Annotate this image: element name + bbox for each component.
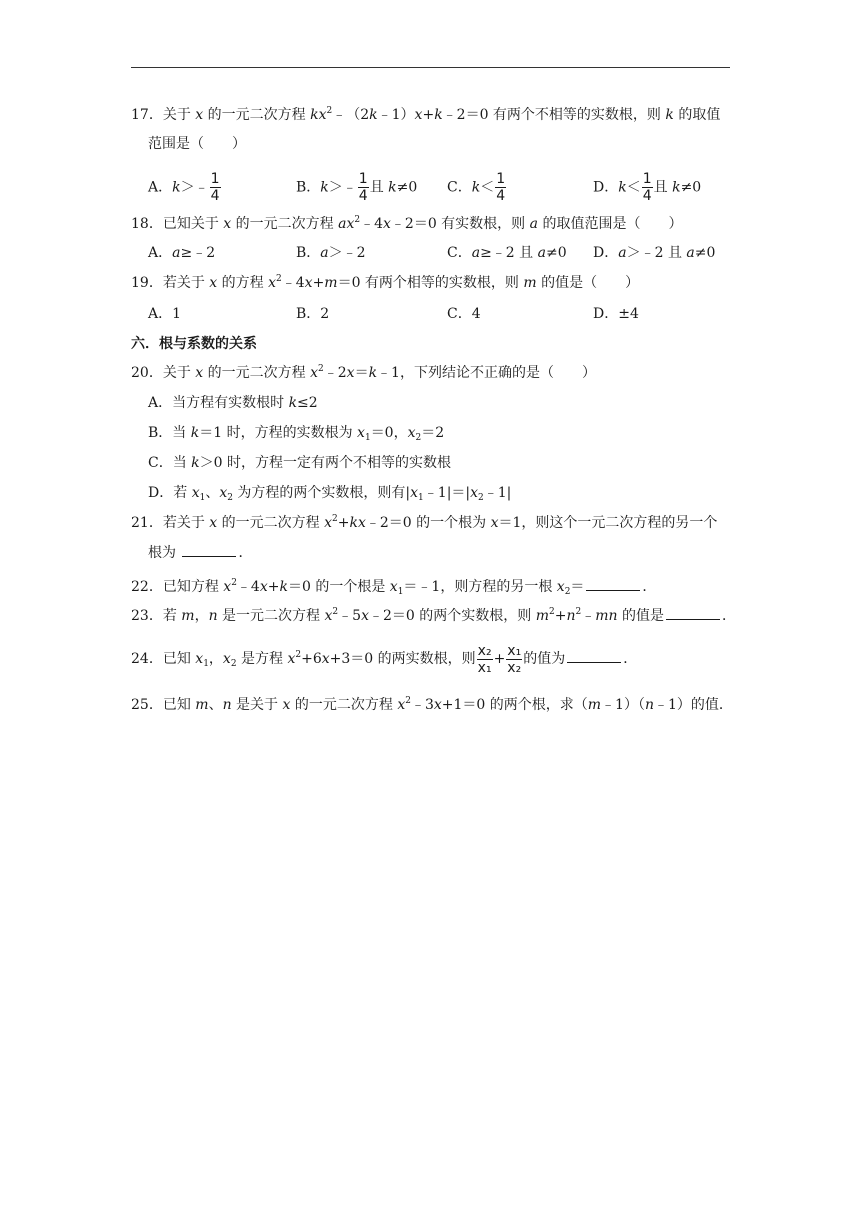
fraction: $\frac{1}{4}$: [358, 171, 368, 204]
fraction: $\frac{1}{4}$: [496, 171, 506, 204]
q20-option-d[interactable]: D．若 $x_1$、$x_2$ 为方程的两个实数根，则有$|x_1﹣1|=|x_2﹣1|$: [148, 485, 512, 503]
fraction: $\frac{1}{4}$: [210, 171, 220, 204]
q17-option-a[interactable]: A．k＞﹣ $\frac{1}{4}$: [148, 171, 220, 204]
question-22: 22．已知方程 $x^2﹣4x+k=0$ 的一个根是 $x_1=﹣1$，则方程的另一根 $x_2=$ ．: [131, 578, 657, 597]
q17-option-b[interactable]: B．k＞﹣ $\frac{1}{4}$ 且 k≠0: [296, 171, 418, 204]
question-21: 21．若关于 x 的一元二次方程 $x^2+kx﹣2=0$ 的一个根为 x＝1，则这个一元二次方程的另一个: [131, 514, 718, 531]
q18-option-a[interactable]: A．a≥﹣2: [148, 245, 216, 261]
fraction-x2-over-x1: $\frac{\text{x₂}}{\text{x₁}}$: [477, 642, 492, 676]
q17-option-d[interactable]: D．k＜ $\frac{1}{4}$ 且 k≠0: [593, 171, 702, 204]
answer-blank[interactable]: [666, 607, 720, 620]
q19-option-a[interactable]: A．1: [148, 306, 182, 322]
question-21-line2: 根为 ．: [148, 545, 253, 561]
header-rule: [131, 67, 730, 68]
fraction-x1-over-x2: $\frac{\text{x₁}}{\text{x₂}}$: [507, 642, 522, 676]
section-heading: 六．根与系数的关系: [131, 336, 257, 352]
answer-blank[interactable]: [182, 544, 236, 557]
question-18: 18．已知关于 x 的一元二次方程 $ax^2﹣4x﹣2=0$ 有实数根，则 a 的取值范围是（ ）: [131, 215, 683, 232]
q19-option-b[interactable]: B．2: [296, 306, 330, 322]
q18-option-c[interactable]: C．a≥﹣2 且 a≠0: [447, 245, 567, 261]
question-24: 24．已知 $x_1$，$x_2$ 是方程 $x^2+6x+3=0$ 的两实数根，则 $\frac{\text{x₂}}{\text{x₁}}$ + $\frac{\text{x₁}}{\text{x₂}}$ 的值为 ．: [131, 642, 638, 676]
q19-option-d[interactable]: D．±4: [593, 306, 639, 322]
q18-option-d[interactable]: D．a＞﹣2 且 a≠0: [593, 245, 716, 261]
question-17-line2: 范围是（ ）: [148, 136, 246, 152]
question-17: 17．关于 x 的一元二次方程 $kx^2﹣(2k﹣1)x+k﹣2=0$ 有两个不相等的实数根，则 k 的取值: [131, 106, 721, 123]
question-25: 25．已知 m、n 是关于 x 的一元二次方程 $x^2﹣3x+1=0$ 的两个根，求（m﹣1）（n﹣1）的值．: [131, 696, 733, 713]
q20-option-c[interactable]: C．当 k＞0 时，方程一定有两个不相等的实数根: [148, 455, 452, 471]
answer-blank[interactable]: [567, 650, 621, 663]
q17-option-c[interactable]: C．k＜ $\frac{1}{4}$: [447, 171, 506, 204]
question-19: 19．若关于 x 的方程 $x^2﹣4x+m=0$ 有两个相等的实数根，则 m 的值是（ ）: [131, 274, 640, 291]
q20-option-a[interactable]: A．当方程有实数根时 k≤2: [148, 395, 318, 411]
question-23: 23．若 m，n 是一元二次方程 $x^2﹣5x﹣2=0$ 的两个实数根，则 $m^2+n^2﹣mn$ 的值是 ．: [131, 607, 736, 624]
q20-option-b[interactable]: B．当 k＝1 时，方程的实数根为 $x_1=0$，$x_2=2$: [148, 425, 445, 443]
q19-option-c[interactable]: C．4: [447, 306, 481, 322]
fraction: $\frac{1}{4}$: [642, 171, 652, 204]
q18-option-b[interactable]: B．a＞﹣2: [296, 245, 366, 261]
answer-blank[interactable]: [586, 578, 640, 591]
question-20: 20．关于 x 的一元二次方程 $x^2﹣2x=k﹣1$，下列结论不正确的是（ ）: [131, 364, 596, 381]
